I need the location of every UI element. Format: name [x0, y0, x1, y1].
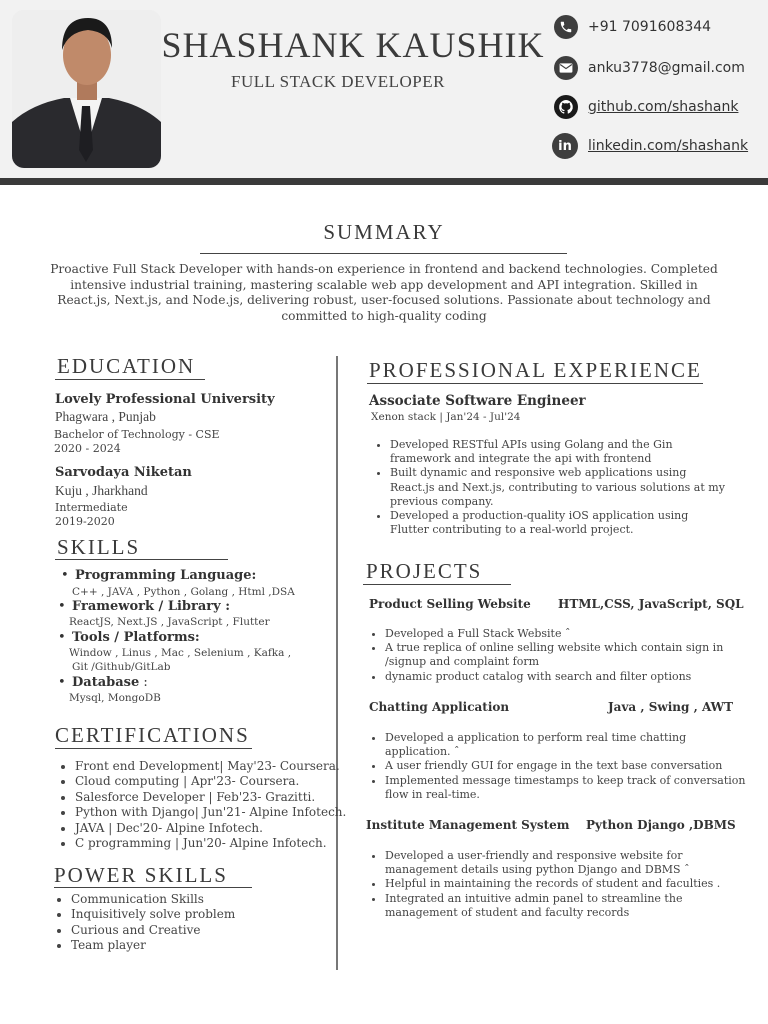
list-item: • JAVA | Dec'20- Alpine Infotech.	[75, 821, 355, 836]
candidate-role: FULL STACK DEVELOPER	[231, 72, 445, 91]
experience-list	[372, 438, 728, 537]
list-item: • Helpful in maintaining the records of student and faculties .	[385, 877, 725, 891]
experience-role: Associate Software Engineer	[369, 393, 586, 409]
header-divider	[0, 178, 768, 185]
experience-rule	[367, 383, 703, 384]
mail-icon	[554, 56, 578, 80]
education-degree: Bachelor of Technology - CSE	[54, 428, 220, 441]
education-title: EDUCATION	[57, 354, 196, 378]
education-rule	[55, 379, 205, 380]
certifications-list	[57, 759, 355, 851]
list-item: • C programming | Jun'20- Alpine Infotech.	[75, 836, 355, 851]
list-item: • Cloud computing | Apr'23- Coursera.	[75, 774, 355, 789]
list-item: • Developed a application to perform real time chatting application. ˆ	[385, 731, 747, 759]
list-item: • Developed RESTful APIs using Golang and the Gin framework and integrate the api with frontend	[390, 438, 728, 466]
skill-value: ReactJS, Next.JS , JavaScript , Flutter	[69, 616, 270, 628]
list-item: • Curious and Creative	[71, 923, 341, 938]
list-item: • Communication Skills	[71, 892, 341, 907]
certifications-title: CERTIFICATIONS	[55, 723, 250, 747]
power-skills-list	[53, 892, 341, 954]
skill-label: • Database :	[72, 675, 148, 690]
education-years: 2020 - 2024	[54, 442, 121, 455]
project-name: Product Selling Website	[369, 597, 531, 611]
project-bullets	[367, 849, 725, 920]
skill-label: • Framework / Library :	[72, 599, 230, 614]
contact-github-link[interactable]: github.com/shashank	[588, 99, 739, 115]
project-bullets	[367, 731, 747, 802]
contact-github[interactable]	[554, 95, 738, 119]
column-divider	[336, 356, 338, 970]
education-school: Lovely Professional University	[55, 392, 275, 407]
list-item: • Salesforce Developer | Feb'23- Grazitti.	[75, 790, 355, 805]
power-skills-title: POWER SKILLS	[54, 863, 228, 887]
projects-rule	[363, 584, 511, 585]
contact-email-text: anku3778@gmail.com	[588, 60, 745, 76]
list-item: • Python with Django| Jun'21- Alpine Infotech.	[75, 805, 355, 820]
list-item: • Developed a Full Stack Website ˆ	[385, 627, 735, 641]
list-item: • Team player	[71, 938, 341, 953]
skill-label: • Tools / Platforms:	[72, 630, 200, 645]
candidate-name: SHASHANK KAUSHIK	[161, 25, 545, 65]
skill-value: Window , Linus , Mac , Selenium , Kafka ,	[69, 647, 292, 659]
skill-value: C++ , JAVA , Python , Golang , Html ,DSA	[72, 586, 295, 598]
summary-text: Proactive Full Stack Developer with hands-on experience in frontend and backend technologies. Completed intensive industrial training, mastering scalable web app development and API integration. Skilled in React.js, Next.js, and Node.js, delivering robust, user-focused solutions. Passionate about technology and committed to high-quality coding	[50, 262, 718, 323]
skills-rule	[55, 559, 228, 560]
skill-value-cont: Git /Github/GitLab	[72, 661, 171, 673]
summary-rule	[200, 253, 567, 254]
phone-icon	[554, 15, 578, 39]
education-place: Phagwara , Punjab	[55, 409, 156, 424]
skill-value: Mysql, MongoDB	[69, 692, 161, 704]
list-item: • Developed a production-quality iOS application using Flutter contributing to a real-world project.	[390, 509, 728, 537]
summary-title: SUMMARY	[323, 220, 445, 244]
list-item: • A user friendly GUI for engage in the text base conversation	[385, 759, 747, 773]
list-item: • Implemented message timestamps to keep track of conversation flow in real-time.	[385, 774, 747, 802]
linkedin-icon: in	[552, 133, 578, 159]
experience-title: PROFESSIONAL EXPERIENCE	[369, 358, 702, 382]
project-name: Chatting Application	[369, 700, 510, 714]
project-name: Institute Management System	[366, 818, 570, 832]
project-tech: HTML,CSS, JavaScript, SQL	[558, 597, 744, 611]
projects-title: PROJECTS	[366, 559, 483, 583]
contact-linkedin[interactable]	[552, 134, 748, 158]
project-bullets	[367, 627, 735, 684]
contact-linkedin-link[interactable]: linkedin.com/shashank	[588, 138, 749, 154]
certifications-rule	[55, 748, 252, 749]
skills-title: SKILLS	[57, 535, 141, 559]
contact-email[interactable]	[554, 56, 745, 80]
experience-meta: Xenon stack | Jan'24 - Jul'24	[371, 411, 521, 423]
contact-phone[interactable]	[554, 15, 711, 39]
list-item: • A true replica of online selling website which contain sign in /signup and complaint form	[385, 641, 735, 669]
contact-phone-text: +91 7091608344	[588, 19, 712, 35]
list-item: • Front end Development| May'23- Coursera.	[75, 759, 355, 774]
profile-photo	[12, 10, 161, 168]
github-icon	[554, 95, 578, 119]
education-degree: Intermediate	[55, 501, 128, 514]
project-tech: Python Django ,DBMS	[586, 818, 736, 832]
list-item: • Integrated an intuitive admin panel to streamline the management of student and faculty records	[385, 892, 725, 920]
education-school: Sarvodaya Niketan	[55, 465, 192, 480]
education-place: Kuju , Jharkhand	[55, 483, 148, 498]
list-item: • Built dynamic and responsive web applications using React.js and Next.js, contributing to various solutions at my previous company.	[390, 466, 728, 509]
power-skills-rule	[54, 887, 252, 888]
project-tech: Java , Swing , AWT	[608, 700, 734, 714]
skill-label: • Programming Language:	[75, 568, 256, 583]
education-years: 2019-2020	[55, 515, 115, 528]
list-item: • Inquisitively solve problem	[71, 907, 341, 922]
list-item: • dynamic product catalog with search and filter options	[385, 670, 735, 684]
list-item: • Developed a user-friendly and responsive website for management details using python Django and DBMS ˆ	[385, 849, 725, 877]
